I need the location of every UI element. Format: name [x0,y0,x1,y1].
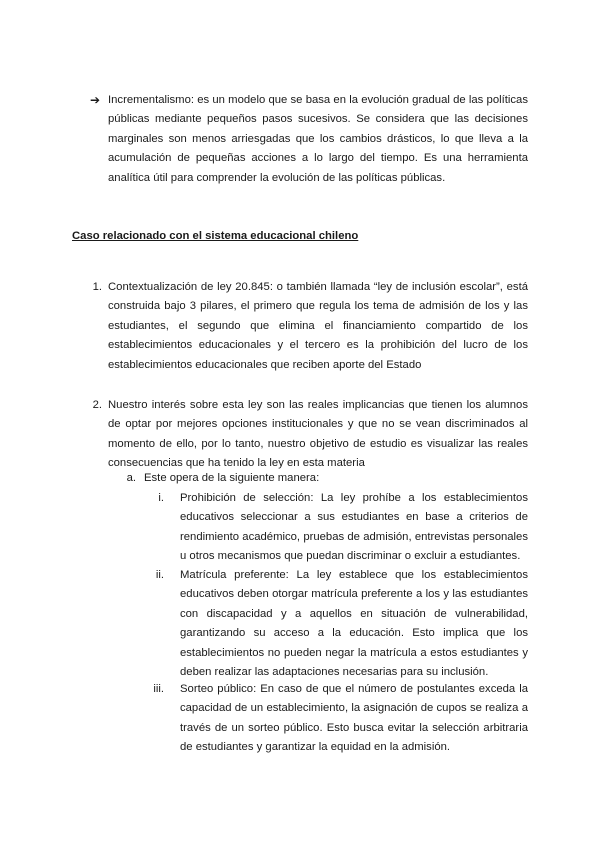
incrementalismo-paragraph [108,91,528,188]
item-2-paragraph [108,396,528,474]
arrow-bullet-icon: ➔ [90,93,101,107]
roman-iii-text: Sorteo público: En caso de que el número de postulantes exceda la capacidad de un establecimiento, la asignación de cupos se realiza a través de un sorteo público. Esto busca evitar la selección arbitraria de estudiantes y garantizar la equidad en la admisión. [180,683,528,754]
sub-a-paragraph [144,469,524,488]
item-1-text: Contextualización de ley 20.845: o también llamada “ley de inclusión escolar”, está construida bajo 3 pilares, el primero que regula los tema de admisión de los y las estudiantes, el segundo que elimina el financiamiento compartido de los establecimientos educacionales y el tercero es la prohibición del lucro de los establecimientos educacionales que reciben aporte del Estado [108,281,528,371]
sub-a-letter: a. [126,472,136,484]
roman-ii-numeral: ii. [155,569,164,581]
roman-i-text: Prohibición de selección: La ley prohíbe a los establecimientos educativos seleccionar a sus estudiantes en base a criterios de rendimiento académico, pruebas de admisión, entrevistas personales u otros mecanismos que puedan discriminar o excluir a estudiantes. [180,492,528,563]
roman-i-paragraph [180,489,528,567]
item-1-number: 1. [92,281,102,293]
item-2-number: 2. [92,399,102,411]
roman-ii-paragraph [180,566,528,682]
incrementalismo-text: Incrementalismo: es un modelo que se basa en la evolución gradual de las políticas públicas mediante pequeños pasos sucesivos. Se considera que las decisiones marginales son menos arriesgadas que los cambios drásticos, lo que lleva a la acumulación de pequeñas acciones a lo largo del tiempo. Es una herramienta analítica útil para comprender la evolución de las políticas públicas. [108,94,528,184]
item-1-paragraph [108,278,528,375]
sub-a-text: Este opera de la siguiente manera: [144,472,320,484]
roman-ii-text: Matrícula preferente: La ley establece que los establecimientos educativos deben otorgar matrícula preferente a los y las estudiantes con discapacidad y a aquellos en situación de vulnerabilidad, garantizando su acceso a la educación. Esto implica que los establecimientos no pueden negar la matrícula a estos estudiantes y deben realizar las adaptaciones necesarias para su inclusión. [180,569,528,679]
section-heading: Caso relacionado con el sistema educacional chileno [72,230,359,242]
roman-iii-paragraph [180,680,528,758]
roman-i-numeral: i. [158,492,164,504]
roman-iii-numeral: iii. [153,683,164,695]
item-2-text: Nuestro interés sobre esta ley son las reales implicancias que tienen los alumnos de optar por mejores opciones institucionales y que no se vean discriminados al momento de ello, por lo tanto, nuestro objetivo de estudio es visualizar las reales consecuencias que ha tenido la ley en esta materia [108,399,528,470]
